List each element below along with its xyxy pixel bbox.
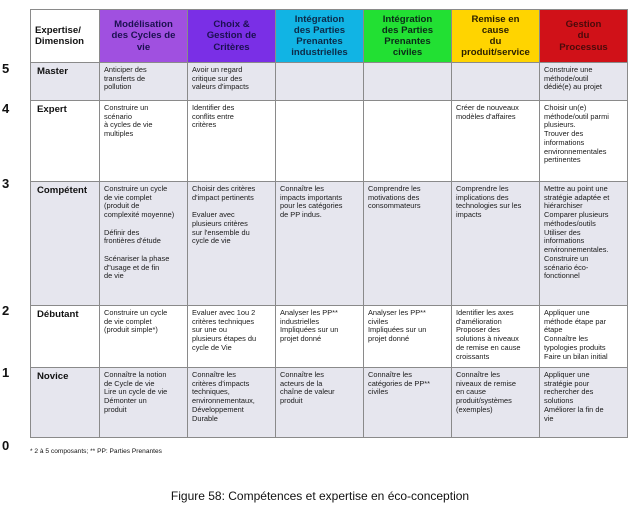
- figure-caption: Figure 58: Compétences et expertise en éco-conception: [170, 489, 470, 503]
- header-remise-en-cause: Remise en cause du produit/service: [452, 10, 540, 63]
- cell-master-pp-civiles: [364, 63, 452, 101]
- cell-novice-pp-civiles: Connaître les catégories de PP** civiles: [364, 368, 452, 438]
- cell-master-remise-en-cause: [452, 63, 540, 101]
- cell-debutant-processus: Appliquer une méthode étape par étape Connaître les typologies produits Faire un bilan initial: [540, 306, 628, 368]
- cell-competent-criteres: Choisir des critères d'impact pertinents Evaluer avec plusieurs critères sur l'ensemble du cycle de vie: [188, 182, 276, 306]
- cell-novice-criteres: Connaître les critères d'impacts techniques, environnementaux, Développement Durable: [188, 368, 276, 438]
- level-master: Master: [31, 63, 100, 101]
- scale-label-1: 1: [2, 365, 10, 380]
- header-processus: Gestion du Processus: [540, 10, 628, 63]
- cell-competent-pp-industrielles: Connaître les impacts importants pour les catégories de PP indus.: [276, 182, 364, 306]
- cell-novice-remise-en-cause: Connaître les niveaux de remise en cause produit/systèmes (exemples): [452, 368, 540, 438]
- row-master: [31, 63, 628, 101]
- cell-debutant-criteres: Evaluer avec 1ou 2 critères techniques sur une ou plusieurs étapes du cycle de Vie: [188, 306, 276, 368]
- level-expert: Expert: [31, 101, 100, 182]
- cell-debutant-pp-civiles: Analyser les PP** civiles Impliquées sur un projet donné: [364, 306, 452, 368]
- scale-label-3: 3: [2, 176, 10, 191]
- cell-debutant-pp-industrielles: Analyser les PP** industrielles Impliquées sur un projet donné: [276, 306, 364, 368]
- header-pp-civiles: Intégration des Parties Prenantes civiles: [364, 10, 452, 63]
- level-competent: Compétent: [31, 182, 100, 306]
- cell-competent-processus: Mettre au point une stratégie adaptée et hiérarchiser Comparer plusieurs méthodes/outils Utiliser des informations environnementales. Construire un scénario éco- fonctionnel: [540, 182, 628, 306]
- cell-expert-processus: Choisir un(e) méthode/outil parmi plusieurs. Trouver des informations environnementales pertinentes: [540, 101, 628, 182]
- cell-novice-modelisation: Connaître la notion de Cycle de vie Lire un cycle de vie Démonter un produit: [100, 368, 188, 438]
- cell-competent-remise-en-cause: Comprendre les implications des technologies sur les impacts: [452, 182, 540, 306]
- scale-label-5: 5: [2, 61, 10, 76]
- row-novice: [31, 368, 628, 438]
- scale-label-4: 4: [2, 101, 10, 116]
- cell-debutant-modelisation: Construire un cycle de vie complet (produit simple*): [100, 306, 188, 368]
- cell-expert-remise-en-cause: Créer de nouveaux modèles d'affaires: [452, 101, 540, 182]
- row-debutant: [31, 306, 628, 368]
- cell-master-modelisation: Anticiper des transferts de pollution: [100, 63, 188, 101]
- competence-matrix: [30, 9, 628, 438]
- cell-expert-criteres: Identifier des conflits entre critères: [188, 101, 276, 182]
- cell-master-processus: Construire une méthode/outil dédié(e) au projet: [540, 63, 628, 101]
- scale-label-0: 0: [2, 438, 10, 453]
- cell-expert-modelisation: Construire un scénario à cycles de vie multiples: [100, 101, 188, 182]
- header-modelisation: Modélisation des Cycles de vie: [100, 10, 188, 63]
- header-pp-industrielles: Intégration des Parties Prenantes industrielles: [276, 10, 364, 63]
- level-novice: Novice: [31, 368, 100, 438]
- cell-master-pp-industrielles: [276, 63, 364, 101]
- level-debutant: Débutant: [31, 306, 100, 368]
- cell-novice-processus: Appliquer une stratégie pour rechercher des solutions Améliorer la fin de vie: [540, 368, 628, 438]
- footnote: * 2 à 5 composants; ** PP: Parties Prenantes: [30, 448, 162, 455]
- cell-expert-pp-industrielles: [276, 101, 364, 182]
- cell-novice-pp-industrielles: Connaître les acteurs de la chaîne de valeur produit: [276, 368, 364, 438]
- cell-competent-modelisation: Construire un cycle de vie complet (produit de complexité moyenne) Définir des frontières d'étude Scénariser la phase d"usage et de fin de vie: [100, 182, 188, 306]
- cell-expert-pp-civiles: [364, 101, 452, 182]
- header-row: [31, 10, 628, 63]
- row-expert: [31, 101, 628, 182]
- cell-competent-pp-civiles: Comprendre les motivations des consommateurs: [364, 182, 452, 306]
- row-competent: [31, 182, 628, 306]
- cell-debutant-remise-en-cause: Identifier les axes d'amélioration Proposer des solutions à niveaux de remise en cause croissants: [452, 306, 540, 368]
- scale-label-2: 2: [2, 303, 10, 318]
- cell-master-criteres: Avoir un regard critique sur des valeurs d'impacts: [188, 63, 276, 101]
- header-criteres: Choix & Gestion de Critères: [188, 10, 276, 63]
- header-corner: Expertise/ Dimension: [31, 10, 100, 63]
